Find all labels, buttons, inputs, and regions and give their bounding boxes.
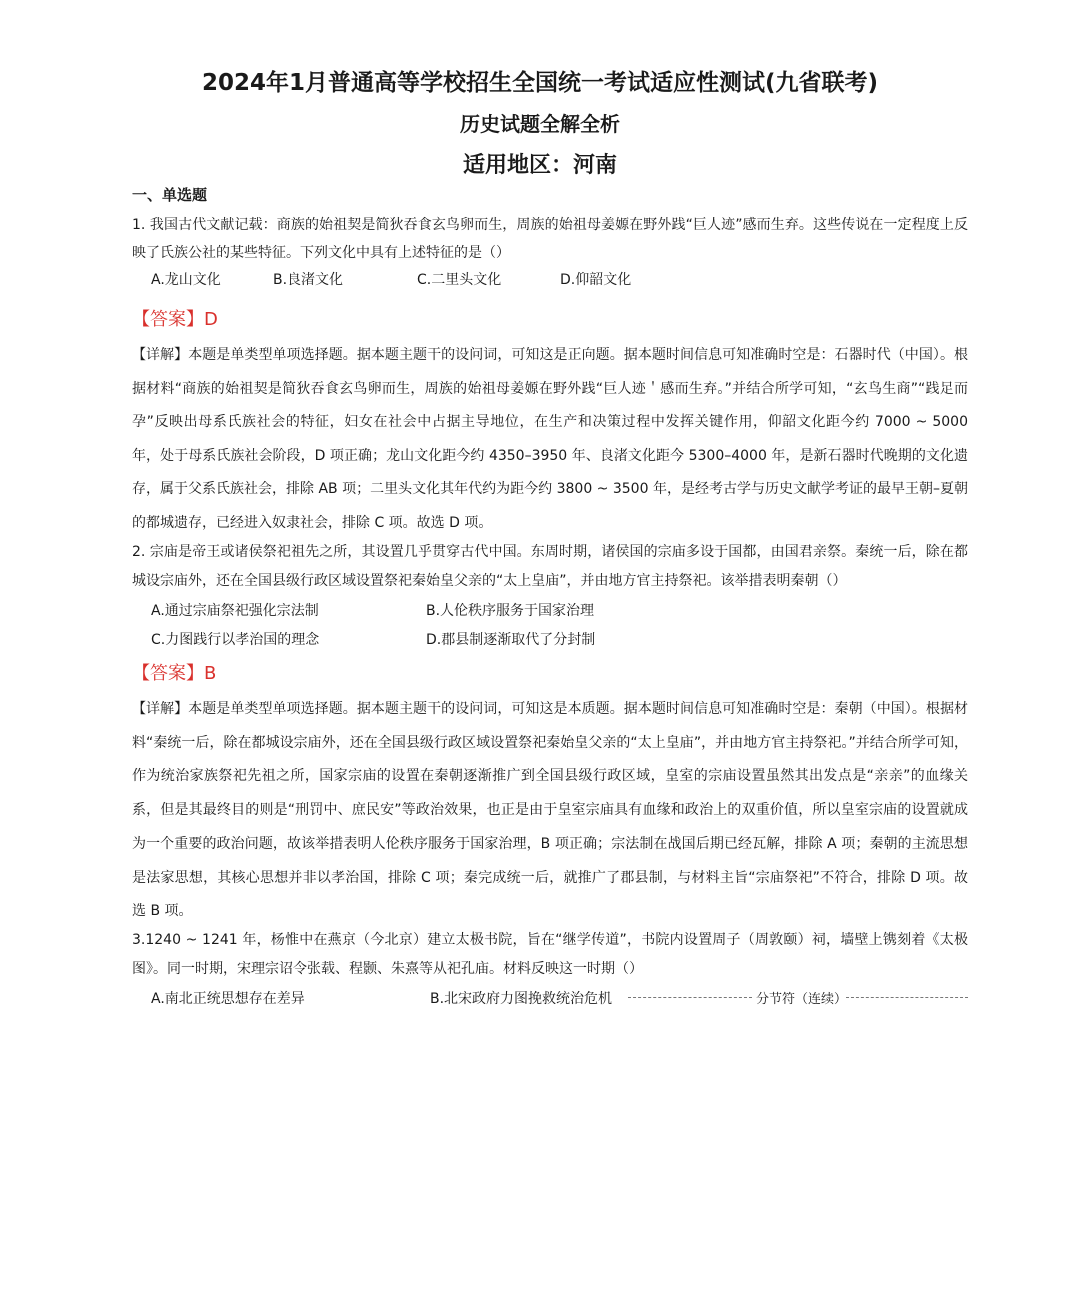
question-2-option-d: D.郡县制逐渐取代了分封制	[426, 632, 596, 648]
question-1-option-a: A.龙山文化	[151, 272, 221, 288]
question-2-stem: 2. 宗庙是帝王或诸侯祭祀祖先之所，其设置几乎贯穿古代中国。东周时期，诸侯国的宗庙多设于国都，由国君亲祭。秦统一后，除在都城设宗庙外，还在全国县级行政区域设置祭祀秦始皇父亲的“太上皇庙”，并由地方官主持祭祀。该举措表明秦朝（）	[132, 544, 968, 589]
question-3-option-b: B.北宋政府力图挽救统治危机	[430, 991, 613, 1007]
question-1-stem: 1. 我国古代文献记载：商族的始祖契是简狄吞食玄鸟卵而生，周族的始祖母姜嫄在野外践“巨人迹”感而生弃。这些传说在一定程度上反映了氏族公社的某些特征。下列文化中具有上述特征的是（）	[132, 217, 968, 261]
document-title: 2024年1月普通高等学校招生全国统一考试适应性测试(九省联考)	[201, 70, 879, 96]
question-2-option-c: C.力图践行以孝治国的理念	[151, 632, 320, 648]
question-1-option-b: B.良渚文化	[273, 272, 344, 288]
question-1-detail: 【详解】本题是单类型单项选择题。据本题主题干的设问词，可知这是正向题。据本题时间信息可知准确时空是：石器时代（中国）。根据材料“商族的始祖契是简狄吞食玄鸟卵而生，周族的始祖母姜嫄在野外践“巨人迹＇感而生弃。”并结合所学可知，“玄鸟生商”“践足而孕”反映出母系氏族社会的特征，妇女在社会中占据主导地位，在生产和决策过程中发挥关键作用，仰韶文化距今约 7000 ~ 5000 年，处于母系氏族社会阶段，D 项正确；龙山文化距今约 4350–3950 年、良渚文化距今 5300–4000 年，是新石器时代晚期的文化遗存，属于父系氏族社会，排除 AB 项；二里头文化其年代约为距今约 3800 ~ 3500 年，是经考古学与历史文献学考证的最早王朝–夏朝的都城遗存，已经进入奴隶社会，排除 C 项。故选 D 项。	[132, 347, 968, 531]
section-break-line-right	[846, 997, 968, 998]
question-1-option-c: C.二里头文化	[417, 272, 502, 288]
question-2-detail: 【详解】本题是单类型单项选择题。据本题主题干的设问词，可知这是本质题。据本题时间信息可知准确时空是：秦朝（中国）。根据材料“秦统一后，除在都城设宗庙外，还在全国县级行政区域设置祭祀秦始皇父亲的“太上皇庙”，并由地方官主持祭祀。”并结合所学可知，作为统治家族祭祀先祖之所，国家宗庙的设置在秦朝逐渐推广到全国县级行政区域，皇室的宗庙设置虽然其出发点是“亲亲”的血缘关系，但是其最终目的则是“刑罚中、庶民安”等政治效果，也正是由于皇室宗庙具有血缘和政治上的双重价值，所以皇室宗庙的设置就成为一个重要的政治问题，故该举措表明人伦秩序服务于国家治理，B 项正确；宗法制在战国后期已经瓦解，排除 A 项；秦朝的主流思想是法家思想，其核心思想并非以孝治国，排除 C 项；秦完成统一后，就推广了郡县制，与材料主旨“宗庙祭祀”不符合，排除 D 项。故选 B 项。	[132, 701, 968, 920]
question-1-answer: 【答案】D	[132, 309, 218, 330]
question-2-option-b: B.人伦秩序服务于国家治理	[426, 603, 595, 619]
region-heading: 适用地区：河南	[462, 153, 617, 178]
question-3-stem: 3.1240 ~ 1241 年，杨惟中在燕京（今北京）建立太极书院，旨在“继学传道”，书院内设置周子（周敦颐）祠，墙壁上镌刻着《太极图》。同一时期，宋理宗诏令张载、程颢、朱熹等从祀孔庙。材料反映这一时期（）	[132, 932, 968, 977]
section-break-label: 分节符（连续）	[756, 992, 848, 1007]
question-1-option-d: D.仰韶文化	[560, 272, 632, 288]
section-break-line-left	[628, 997, 752, 998]
question-2-option-a: A.通过宗庙祭祀强化宗法制	[151, 603, 319, 619]
question-3-option-a: A.南北正统思想存在差异	[151, 991, 305, 1007]
section-heading: 一、单选题	[132, 186, 208, 204]
document-subtitle: 历史试题全解全析	[460, 112, 620, 136]
question-2-answer: 【答案】B	[132, 663, 217, 684]
